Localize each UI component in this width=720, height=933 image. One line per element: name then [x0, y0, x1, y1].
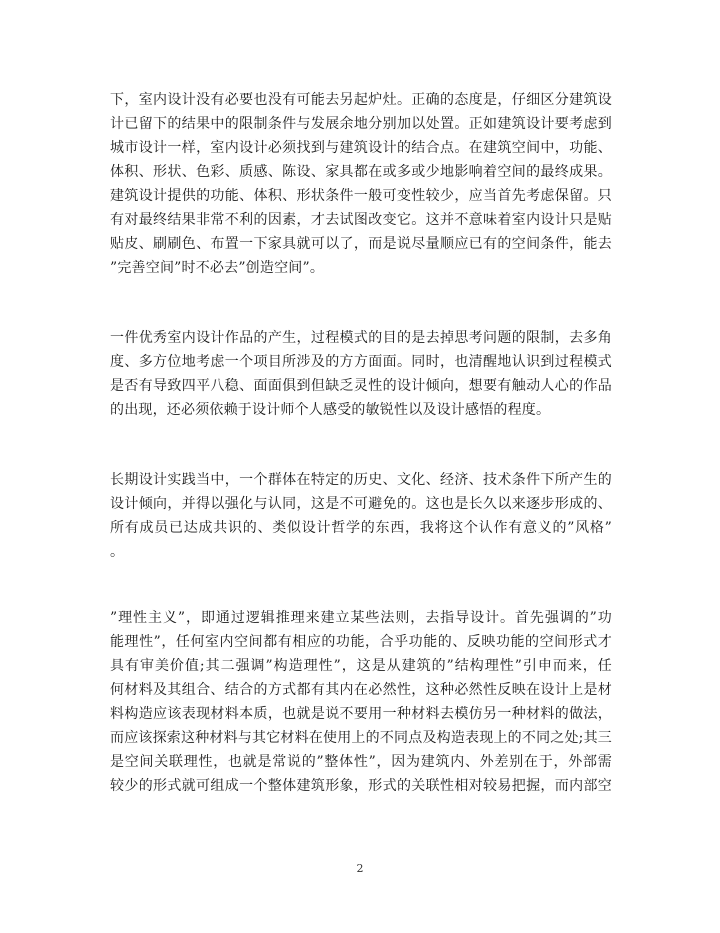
text-line: 具有审美价值;其二强调”构造理性”，这是从建筑的”结构理性”引申而来，任: [110, 658, 612, 674]
text-line: 设计倾向，并得以强化与认同，这是不可避免的。这也是长久以来逐步形成的、: [110, 496, 612, 512]
text-line: ”完善空间”时不必去”创造空间”。: [110, 260, 325, 276]
text-line: 较少的形式就可组成一个整体建筑形象，形式的关联性相对较易把握，而内部空: [110, 778, 612, 794]
text-line: 一件优秀室内设计作品的产生，过程模式的目的是去掉思考问题的限制，去多角: [110, 330, 612, 346]
text-line: 度、多方位地考虑一个项目所涉及的方方面面。同时，也清醒地认识到过程模式: [110, 354, 612, 370]
text-line: 城市设计一样，室内设计必须找到与建筑设计的结合点。在建筑空间中，功能、: [110, 140, 612, 156]
paragraph-1: [110, 88, 612, 280]
text-line: 能理性”，任何室内空间都有相应的功能，合乎功能的、反映功能的空间形式才: [110, 634, 612, 650]
text-line: 料构造应该表现材料本质，也就是说不要用一种材料去模仿另一种材料的做法，: [110, 706, 612, 722]
text-line: ”理性主义”，即通过逻辑推理来建立某些法则，去指导设计。首先强调的”功: [110, 610, 612, 626]
paragraph-4: [110, 606, 612, 798]
text-line: 下，室内设计没有必要也没有可能去另起炉灶。正确的态度是，仔细区分建筑设: [110, 92, 612, 108]
text-line: 体积、形状、色彩、质感、陈设、家具都在或多或少地影响着空间的最终成果。: [110, 164, 612, 180]
text-line: 。: [110, 544, 125, 560]
text-line: 而应该探索这种材料与其它材料在使用上的不同点及构造表现上的不同之处;其三: [110, 730, 612, 746]
page-number: 2: [356, 862, 364, 875]
text-line: 所有成员已达成共识的、类似设计哲学的东西，我将这个认作有意义的”风格”: [110, 520, 612, 536]
text-line: 贴皮、刷刷色、布置一下家具就可以了，而是说尽量顺应已有的空间条件，能去: [110, 236, 612, 252]
text-line: 是否有导致四平八稳、面面俱到但缺乏灵性的设计倾向，想要有触动人心的作品: [110, 378, 612, 394]
paragraph-2: [110, 326, 612, 422]
paragraph-3: [110, 468, 612, 564]
text-line: 计已留下的结果中的限制条件与发展余地分别加以处置。正如建筑设计要考虑到: [110, 116, 612, 132]
text-line: 是空间关联理性，也就是常说的”整体性”，因为建筑内、外差别在于，外部需: [110, 754, 612, 770]
text-line: 何材料及其组合、结合的方式都有其内在必然性，这种必然性反映在设计上是材: [110, 682, 612, 698]
text-line: 有对最终结果非常不利的因素，才去试图改变它。这并不意味着室内设计只是贴: [110, 212, 612, 228]
paragraph-spacer: [110, 280, 612, 326]
text-line: 的出现，还必须依赖于设计师个人感受的敏锐性以及设计感悟的程度。: [110, 402, 551, 418]
text-line: 长期设计实践当中，一个群体在特定的历史、文化、经济、技术条件下所产生的: [110, 472, 612, 488]
paragraph-spacer: [110, 422, 612, 468]
text-line: 建筑设计提供的功能、体积、形状条件一般可变性较少，应当首先考虑保留。只: [110, 188, 612, 204]
document-body: [110, 88, 612, 798]
paragraph-spacer: [110, 564, 612, 606]
